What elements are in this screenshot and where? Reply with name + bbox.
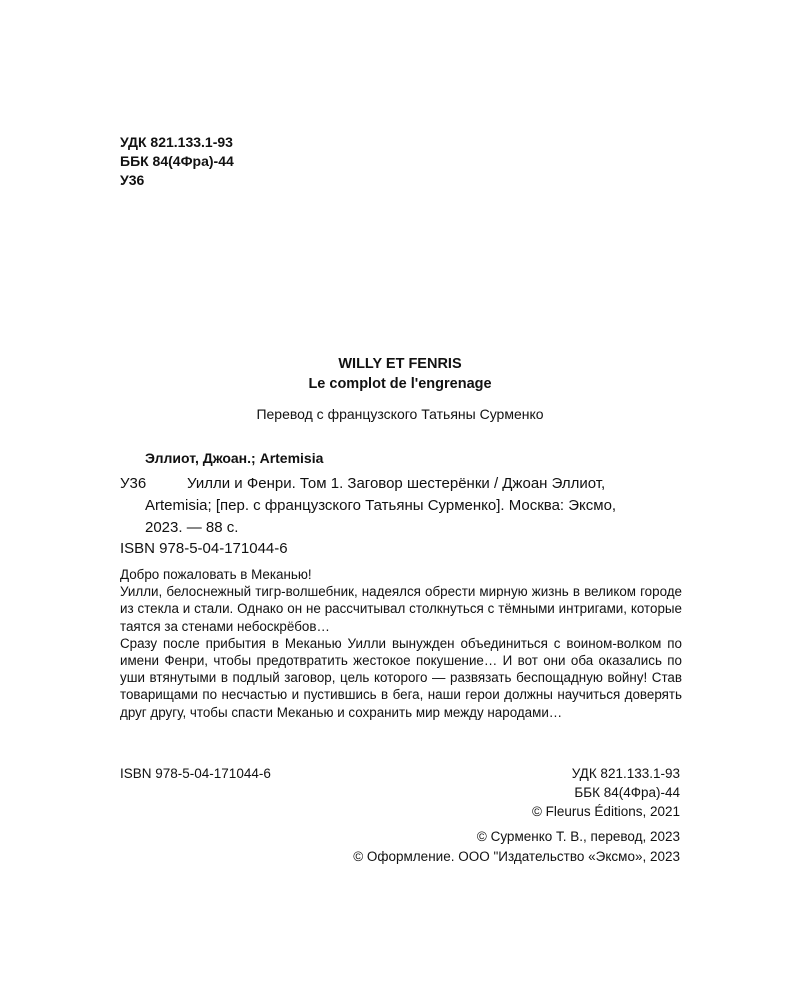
copyright-original: © Fleurus Éditions, 2021 — [531, 804, 680, 819]
authors-heading: Эллиот, Джоан.; Artemisia — [145, 450, 324, 466]
bibliographic-record — [120, 473, 682, 539]
record-line-2: Artemisia; [пер. с французского Татьяны Сурменко]. Москва: Эксмо, — [145, 497, 617, 514]
annotation — [120, 566, 682, 721]
record-code: У36 — [120, 475, 147, 492]
copyright-translation: © Сурменко Т. В., перевод, 2023 — [476, 829, 680, 844]
original-title: WILLY ET FENRIS — [338, 356, 462, 372]
annotation-paragraph: Сразу после прибытия в Меканью Уилли вынужден объединиться с воином-волком по имени Фенри, чтобы предотвратить жестокое покушение… И вот они оба оказались по уши втянутыми в подлый заговор, цель которого — развязать беспощадную войну! Став товарищами по несчастью и пустившись в бега, наши герои должны научиться доверять друг другу, чтобы спасти Меканью и сохранить мир между народами… — [120, 635, 682, 720]
author-mark: У36 — [120, 172, 145, 188]
udk-code: УДК 821.133.1-93 — [120, 134, 233, 150]
copyright-notices — [353, 827, 680, 867]
isbn: ISBN 978-5-04-171044-6 — [120, 540, 288, 557]
annotation-heading: Добро пожаловать в Меканью! — [120, 567, 312, 582]
footer-codes — [532, 764, 680, 821]
record-line-3: 2023. — 88 с. — [145, 519, 239, 536]
classification-codes — [120, 133, 234, 190]
record-line-1: Уилли и Фенри. Том 1. Заговор шестерёнки / Джоан Эллиот, — [187, 475, 606, 492]
annotation-paragraph: Уилли, белоснежный тигр-волшебник, надеялся обрести мирную жизнь в великом городе из стекла и стали. Однако он не рассчитывал столкнуться с тёмными интригами, которые таятся за стенами небоскрёбов… — [120, 584, 682, 634]
original-subtitle: Le complot de l'engrenage — [308, 376, 492, 392]
footer-bbk: ББК 84(4Фра)-44 — [574, 785, 680, 800]
bbk-code: ББК 84(4Фра)-44 — [120, 153, 234, 169]
footer-udk: УДК 821.133.1-93 — [571, 766, 680, 781]
copyright-design: © Оформление. ООО "Издательство «Эксмо», 2023 — [353, 849, 680, 864]
footer-isbn: ISBN 978-5-04-171044-6 — [120, 766, 271, 781]
original-title-block — [0, 354, 800, 394]
translation-credit: Перевод с французского Татьяны Сурменко — [256, 406, 544, 422]
